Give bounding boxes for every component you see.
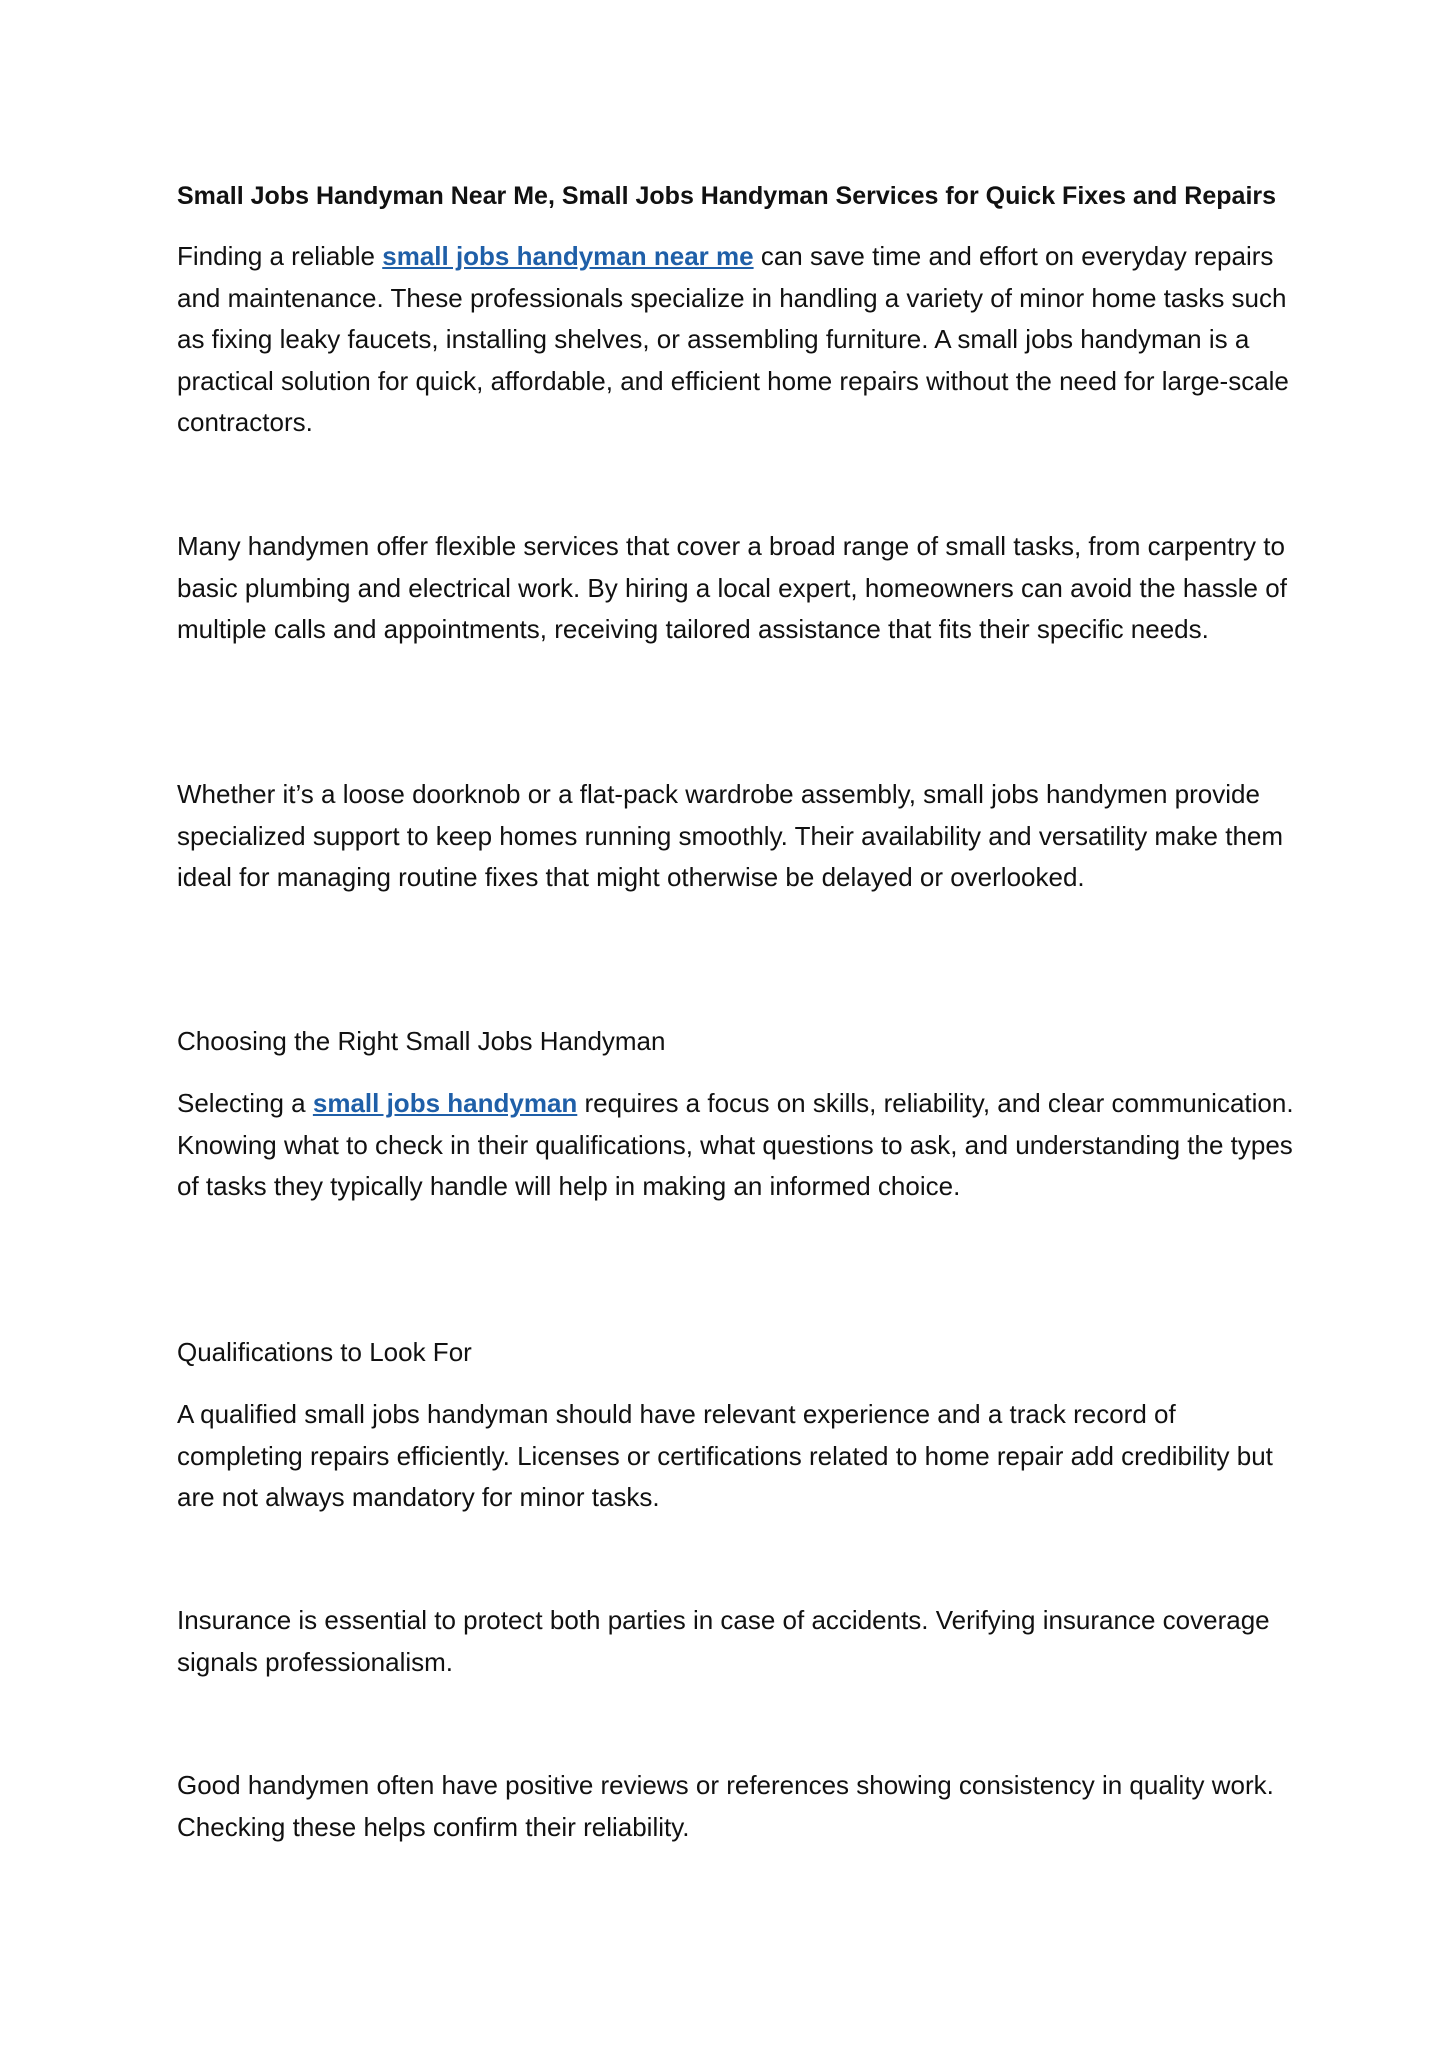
small-jobs-handyman-near-me-link[interactable]: small jobs handyman near me [382,241,754,271]
services-paragraph: Many handymen offer flexible services that cover a broad range of small tasks, from carpentry to basic plumbing and electrical work. By hiring a local expert, homeowners can avoid the hassle of multiple calls and appointments, receiving tailored assistance that fits their specific needs. [177,531,1287,645]
choosing-text-end: requires a focus on skills, reliability, and clear communication. Knowing what to check in their qualifications, what questions to ask, and understanding the types of tasks they typically handle will help in making an informed choice. [177,1088,1294,1202]
support-paragraph: Whether it’s a loose doorknob or a flat-pack wardrobe assembly, small jobs handymen provide specialized support to keep homes running smoothly. Their availability and versatility make them ideal for managing routine fixes that might otherwise be delayed or overlooked. [177,779,1284,893]
choosing-text-start: Selecting a [177,1088,313,1118]
insurance-paragraph: Insurance is essential to protect both parties in case of accidents. Verifying insurance coverage signals professionalism. [177,1605,1270,1677]
small-jobs-handyman-link[interactable]: small jobs handyman [312,1088,578,1118]
intro-paragraph [177,236,1297,444]
intro-text-end: can save time and effort on everyday repairs and maintenance. These professionals specialize in handling a variety of minor home tasks such as fixing leaky faucets, installing shelves, or assembling furniture. A small jobs handyman is a practical solution for quick, affordable, and efficient home repairs without the need for large-scale contractors. [177,241,1289,438]
qualified-paragraph: A qualified small jobs handyman should have relevant experience and a track record of completing repairs efficiently. Licenses or certifications related to home repair add credibility but are not always mandatory for minor tasks. [177,1399,1273,1513]
choosing-heading: Choosing the Right Small Jobs Handyman [177,1026,666,1056]
intro-text-start: Finding a reliable [177,241,383,271]
choosing-paragraph [177,1083,1297,1208]
reviews-paragraph: Good handymen often have positive reviews or references showing consistency in quality work. Checking these helps confirm their reliability. [177,1770,1274,1842]
document-title: Small Jobs Handyman Near Me, Small Jobs Handyman Services for Quick Fixes and Repairs [177,182,1277,210]
qualifications-heading: Qualifications to Look For [177,1337,472,1367]
